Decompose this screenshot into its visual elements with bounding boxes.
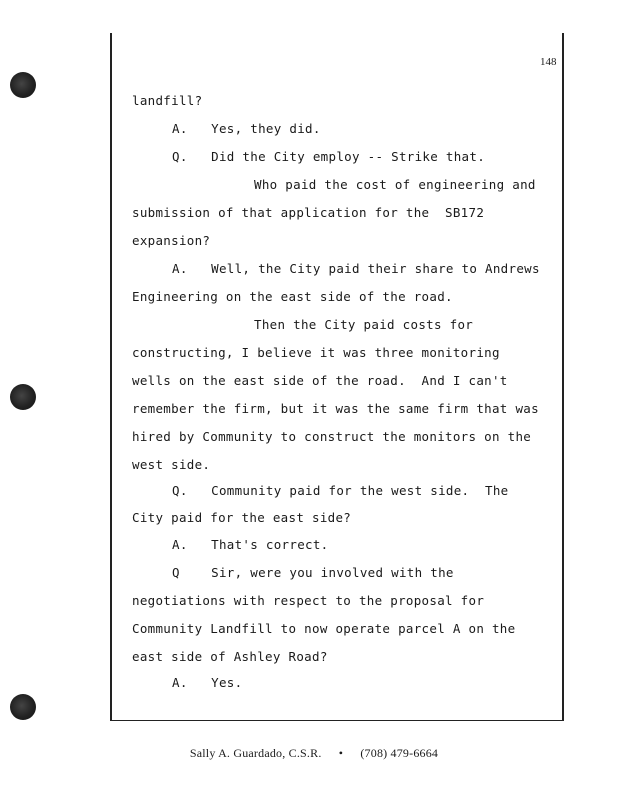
transcript-line: Community Landfill to now operate parcel A on the	[132, 621, 516, 636]
binder-hole-bottom	[10, 694, 36, 720]
transcript-line: A. Yes.	[172, 675, 243, 690]
binder-hole-top	[10, 72, 36, 98]
footer-bullet: •	[338, 746, 344, 760]
transcript-line: constructing, I believe it was three monitoring	[132, 345, 500, 360]
transcript-line: Q Sir, were you involved with the	[172, 565, 454, 580]
binder-hole-middle	[10, 384, 36, 410]
transcript-line: Q. Did the City employ -- Strike that.	[172, 149, 486, 164]
transcript-line: west side.	[132, 457, 211, 472]
transcript-line: submission of that application for the SB172	[132, 205, 485, 220]
transcript-line: expansion?	[132, 233, 211, 248]
transcript-line: hired by Community to construct the monitors on the	[132, 429, 532, 444]
transcript-line: wells on the east side of the road. And I can't	[132, 373, 508, 388]
transcript-line: negotiations with respect to the proposal for	[132, 593, 485, 608]
transcript-line: City paid for the east side?	[132, 510, 352, 525]
transcript-line: Then the City paid costs for	[254, 317, 474, 332]
transcript-line: Who paid the cost of engineering and	[254, 177, 536, 192]
page-number: 148	[540, 56, 557, 68]
reporter-phone: (708) 479-6664	[360, 746, 439, 760]
transcript-line: Engineering on the east side of the road.	[132, 289, 453, 304]
transcript-line: A. That's correct.	[172, 537, 329, 552]
reporter-name: Sally A. Guardado, C.S.R.	[189, 746, 322, 760]
transcript-line: east side of Ashley Road?	[132, 649, 328, 664]
transcript-line: landfill?	[132, 93, 203, 108]
transcript-line: remember the firm, but it was the same firm that was	[132, 401, 539, 416]
reporter-footer	[0, 746, 628, 761]
transcript-line: Q. Community paid for the west side. The	[172, 483, 509, 498]
transcript-line: A. Yes, they did.	[172, 121, 321, 136]
transcript-line: A. Well, the City paid their share to Andrews	[172, 261, 540, 276]
